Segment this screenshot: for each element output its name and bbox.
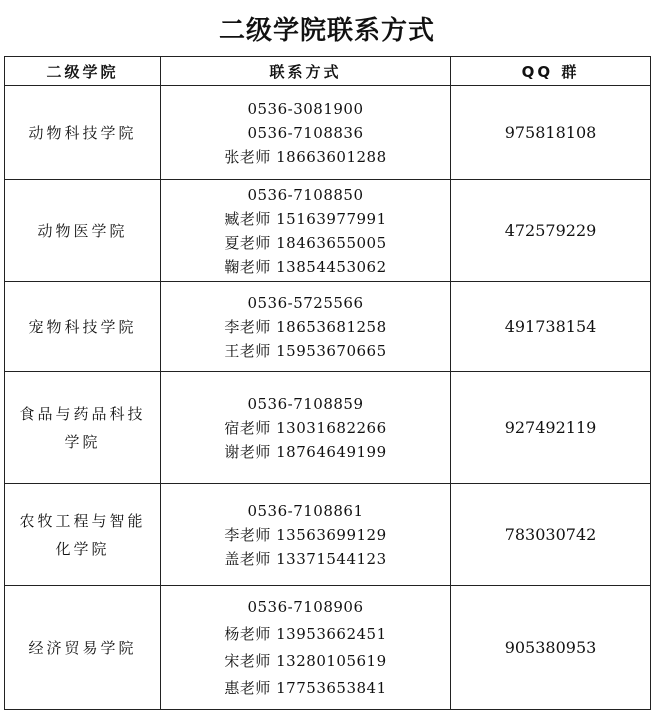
- contact-cell: [161, 180, 451, 282]
- contact-cell: [161, 586, 451, 710]
- contact-line: 0536-3081900: [247, 99, 364, 118]
- qq-group: 927492119: [451, 372, 651, 484]
- college-contact-table: [4, 56, 651, 710]
- qq-group: 905380953: [451, 586, 651, 710]
- contact-line: 盖老师 13371544123: [224, 549, 387, 568]
- contact-line: 0536-7108836: [247, 123, 364, 142]
- page-title: 二级学院联系方式: [218, 16, 435, 46]
- contact-line: 王老师 15953670665: [224, 341, 387, 360]
- contact-cell: [161, 484, 451, 586]
- table-row: [5, 586, 651, 710]
- table-row: [5, 372, 651, 484]
- contact-line: 宿老师 13031682266: [224, 418, 387, 437]
- table-row: [5, 86, 651, 180]
- contact-line: 0536-5725566: [247, 293, 364, 312]
- contact-line: 李老师 13563699129: [224, 525, 387, 544]
- header-qq: QQ 群: [451, 57, 651, 86]
- qq-group: 472579229: [451, 180, 651, 282]
- contact-cell: [161, 372, 451, 484]
- college-name: 经济贸易学院: [5, 586, 161, 710]
- contact-line: 臧老师 15163977991: [224, 209, 387, 228]
- contact-line: 杨老师 13953662451: [224, 624, 387, 643]
- contact-line: 0536-7108861: [247, 501, 364, 520]
- qq-group: 975818108: [451, 86, 651, 180]
- contact-line: 0536-7108859: [247, 394, 364, 413]
- contact-line: 鞠老师 13854453062: [224, 257, 387, 276]
- contact-line: 0536-7108850: [247, 185, 364, 204]
- college-name: 食品与药品科技学院: [5, 372, 161, 484]
- college-name: 动物科技学院: [5, 86, 161, 180]
- table-row: [5, 180, 651, 282]
- contact-cell: [161, 282, 451, 372]
- college-name: 农牧工程与智能化学院: [5, 484, 161, 586]
- contact-line: 谢老师 18764649199: [224, 442, 387, 461]
- header-college: 二级学院: [5, 57, 161, 86]
- table-row: [5, 484, 651, 586]
- contact-line: 李老师 18653681258: [224, 317, 387, 336]
- table-header-row: [5, 57, 651, 86]
- contact-line: 0536-7108906: [247, 597, 364, 616]
- contact-line: 宋老师 13280105619: [224, 651, 387, 670]
- contact-line: 张老师 18663601288: [224, 147, 387, 166]
- qq-group: 783030742: [451, 484, 651, 586]
- contact-line: 夏老师 18463655005: [224, 233, 387, 252]
- college-name: 动物医学院: [5, 180, 161, 282]
- contact-cell: [161, 86, 451, 180]
- header-contact: 联系方式: [161, 57, 451, 86]
- qq-group: 491738154: [451, 282, 651, 372]
- table-row: [5, 282, 651, 372]
- contact-line: 惠老师 17753653841: [224, 678, 387, 697]
- college-name: 宠物科技学院: [5, 282, 161, 372]
